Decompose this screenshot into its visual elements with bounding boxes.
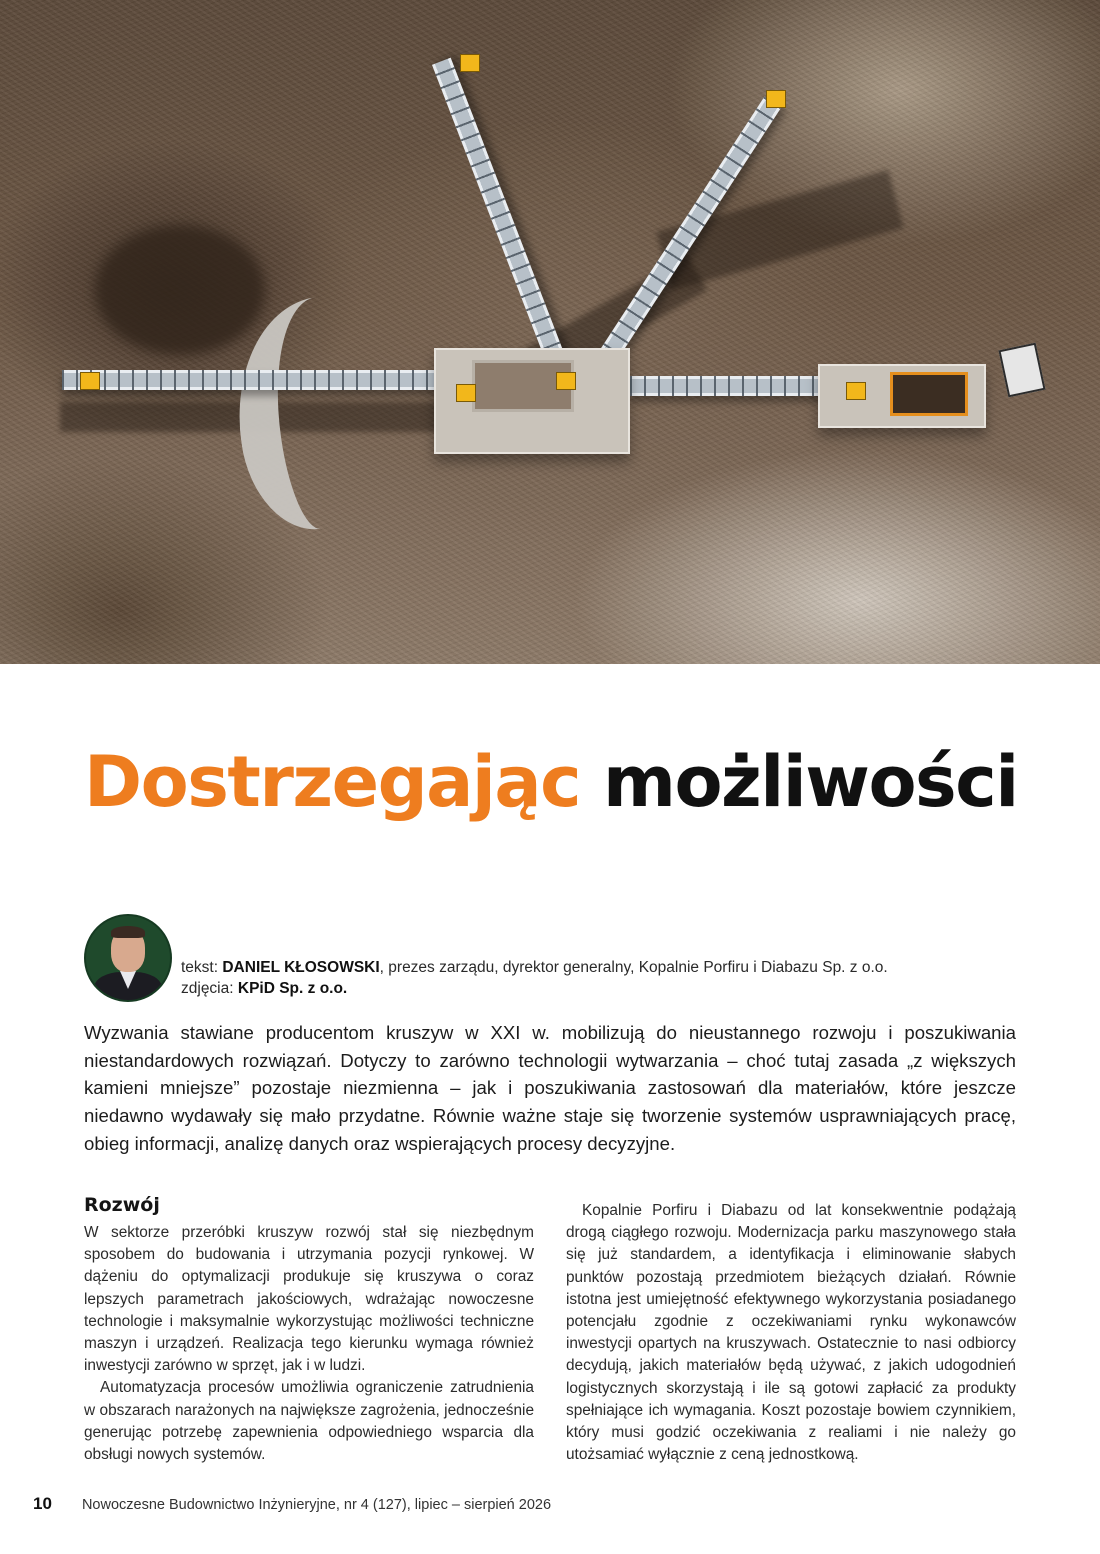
article-title <box>84 740 1018 824</box>
page-footer <box>33 1494 551 1514</box>
column-left <box>84 1192 534 1466</box>
publication-info: Nowoczesne Budownictwo Inżynieryjne, nr 4 (127), lipiec – sierpień 2026 <box>81 1497 552 1513</box>
author-name: DANIEL KŁOSOWSKI <box>222 959 380 976</box>
photo-line <box>181 978 888 999</box>
column-right <box>566 1200 1016 1466</box>
paragraph: W sektorze przeróbki kruszyw rozwój stał się niezbędnym sposobem do budowania i utrzymania pozycji rynkowej. W dążeniu do optymalizacji produkuje się kruszywa o coraz lepszych parametrach jakościowych, wdrażając nowoczesne technologie i maksymalnie wykorzystując możliwości techniczne maszyn i urządzeń. Realizacja tego kierunku wymaga również inwestycji zarówno w sprzęt, jak i w ludzi. <box>84 1224 534 1375</box>
conveyor-right <box>630 376 830 396</box>
section-heading: Rozwój <box>84 1194 160 1216</box>
author-role: , prezes zarządu, dyrektor generalny, Kopalnie Porfiru i Diabazu Sp. z o.o. <box>379 959 888 976</box>
conveyor-head-right <box>766 90 786 108</box>
text-label: tekst: <box>181 959 219 976</box>
author-line <box>181 957 888 978</box>
quarry-pit <box>95 225 265 355</box>
article-credits <box>181 957 888 999</box>
feeder-unit <box>846 382 866 400</box>
page-number: 10 <box>33 1494 52 1513</box>
author-avatar <box>84 914 172 1002</box>
station-unit <box>456 384 476 402</box>
feeder-hopper <box>890 372 968 416</box>
photo-credit: KPiD Sp. z o.o. <box>237 980 348 997</box>
paragraph: Automatyzacja procesów umożliwia ograniczenie zatrudnienia w obszarach narażonych na największe zagrożenia, jednocześnie generując potrzebę zapewnienia odpowiedniego wsparcia dla obsługi nowych systemów. <box>84 1379 534 1464</box>
title-accent: Dostrzegając <box>84 741 581 823</box>
paragraph: Kopalnie Porfiru i Diabazu od lat konsekwentnie podążają drogą ciągłego rozwoju. Modernizacja parku maszynowego stała się już standardem, a identyfikacja i eliminowanie słabych punktów pozostają przedmiotem bieżących działań. Równie istotna jest umiejętność efektywnego wykorzystania posiadanego potencjału zgodnie z oczekiwaniami rynku wykonawców inwestycji opartych na kruszywach. Ostatecznie to nasi odbiorcy decydują, jakich materiałów będą używać, z jakich udogodnień logistycznych skorzystają i ile są gotowi zapłacić za produkty spełniające ich wymagania. Koszt pozostaje bowiem czynnikiem, który musi godzić oczekiwania z realiami i nie należy go utożsamiać wyłącznie z ceną jednostkową. <box>566 1202 1016 1464</box>
photo-label: zdjęcia: <box>181 980 234 997</box>
conveyor-head-left <box>80 372 100 390</box>
hero-photo-aerial-crushing-plant <box>0 0 1100 664</box>
conveyor-left <box>62 370 442 390</box>
avatar-hair <box>111 926 145 938</box>
station-unit <box>556 372 576 390</box>
title-main: możliwości <box>603 741 1018 823</box>
conveyor-head-top <box>460 54 480 72</box>
article-lead: Wyzwania stawiane producentom kruszyw w XXI w. mobilizują do nieustannego rozwoju i poszukiwania niestandardowych rozwiązań. Dotyczy to zarówno technologii wytwarzania – choć tutaj zasada „z większych kamieni mniejsze” pozostaje niezmienna – jak i poszukiwania zastosowań dla materiałów, które jeszcze niedawno wydawały się mało przydatne. Równie ważne staje się tworzenie systemów usprawniających pracę, obieg informacji, analizę danych oraz wspierających procesy decyzyjne. <box>84 1022 1016 1154</box>
